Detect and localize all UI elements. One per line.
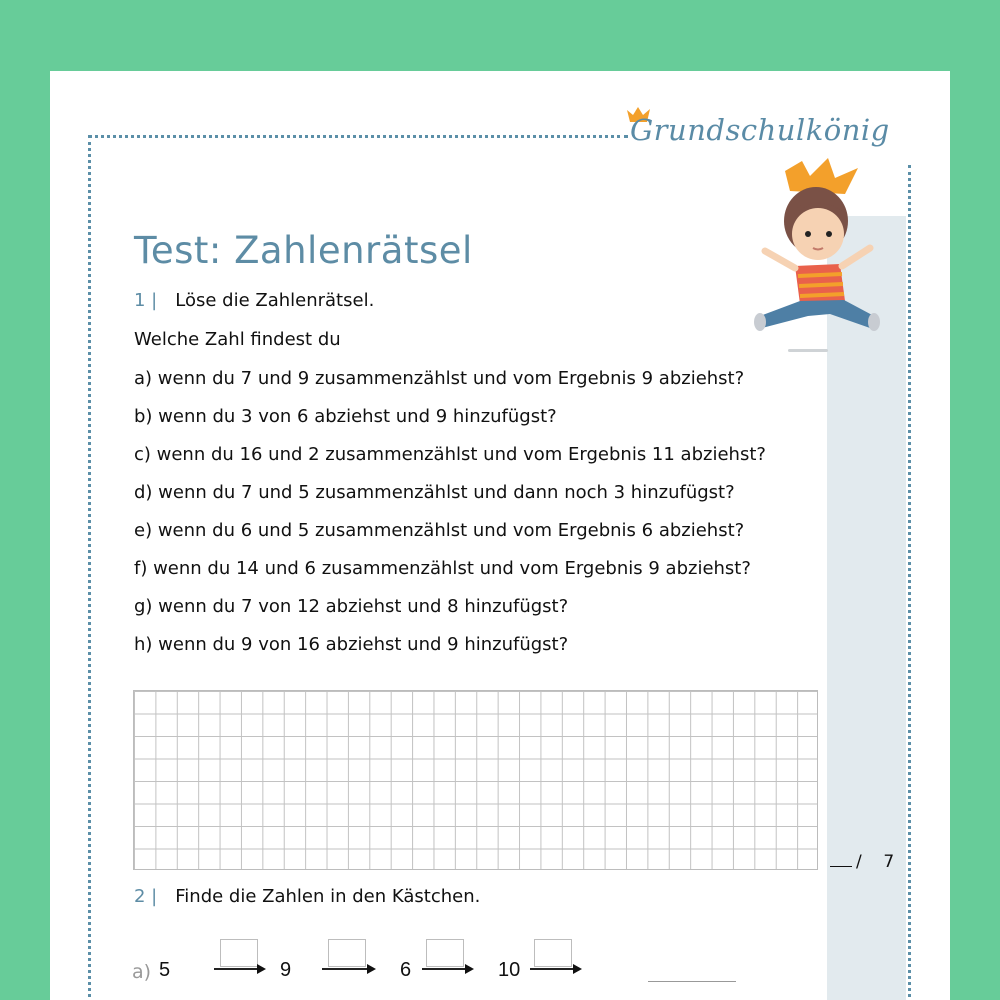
arrow-icon — [214, 968, 258, 970]
brand-logo: Grundschulkönig — [630, 113, 890, 147]
task1-heading — [134, 290, 374, 311]
score-max: 7 — [883, 852, 895, 872]
task1-instruction: Löse die Zahlenrätsel. — [175, 290, 375, 311]
answer-blank[interactable] — [648, 981, 736, 982]
operator-box[interactable] — [220, 939, 258, 967]
chain-number: 9 — [280, 959, 292, 981]
worksheet-page — [50, 71, 950, 1000]
operator-box[interactable] — [328, 939, 366, 967]
riddle-c: c) wenn du 16 und 2 zusammenzählst und vom Ergebnis 11 abziehst? — [134, 444, 766, 465]
arrow-icon — [322, 968, 368, 970]
chain-number: 6 — [400, 959, 412, 981]
riddle-e: e) wenn du 6 und 5 zusammenzählst und vom Ergebnis 6 abziehst? — [134, 520, 745, 541]
dotted-border-top — [88, 135, 628, 138]
answer-grid[interactable] — [133, 690, 818, 870]
score-blank[interactable] — [830, 866, 852, 867]
task2-instruction: Finde die Zahlen in den Kästchen. — [175, 886, 481, 907]
arrow-icon — [422, 968, 466, 970]
chain-number: 5 — [159, 959, 171, 981]
dotted-border-left — [88, 135, 91, 1000]
arrow-icon — [530, 968, 574, 970]
task1-intro: Welche Zahl findest du — [134, 329, 341, 350]
riddle-d: d) wenn du 7 und 5 zusammenzählst und dann noch 3 hinzufügst? — [134, 482, 735, 503]
score-slash: / — [856, 852, 862, 872]
riddle-f: f) wenn du 14 und 6 zusammenzählst und vom Ergebnis 9 abziehst? — [134, 558, 751, 579]
task1-score — [830, 852, 894, 872]
operator-box[interactable] — [426, 939, 464, 967]
chain-number: 10 — [498, 959, 521, 981]
mascot-boy-illustration — [750, 156, 880, 356]
riddle-h: h) wenn du 9 von 16 abziehst und 9 hinzufügst? — [134, 634, 569, 655]
riddle-b: b) wenn du 3 von 6 abziehst und 9 hinzufügst? — [134, 406, 557, 427]
task2-heading — [134, 886, 480, 907]
page-title: Test: Zahlenrätsel — [134, 229, 473, 272]
riddle-a: a) wenn du 7 und 9 zusammenzählst und vom Ergebnis 9 abziehst? — [134, 368, 745, 389]
riddle-g: g) wenn du 7 von 12 abziehst und 8 hinzufügst? — [134, 596, 569, 617]
task2-number: 2 | — [134, 886, 158, 907]
operator-box[interactable] — [534, 939, 572, 967]
task1-number: 1 | — [134, 290, 158, 311]
dotted-border-right — [908, 165, 911, 1000]
chain-label: a) — [132, 961, 152, 983]
